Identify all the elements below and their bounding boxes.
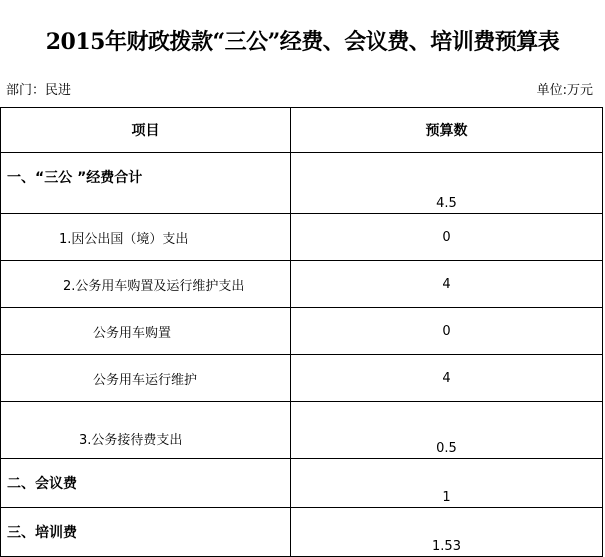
row-amount: 4.5 [291,153,603,214]
header-item: 项目 [1,108,291,153]
unit-label: 单位:万元 [536,83,593,98]
table-row [1,402,603,459]
table-row [1,261,603,308]
row-amount: 0 [291,214,603,261]
row-amount: 0.5 [291,402,603,459]
row-item: 1.因公出国（境）支出 [1,214,291,261]
row-amount: 1 [291,459,603,508]
row-item: 2.公务用车购置及运行维护支出 [1,261,291,308]
header-amount: 预算数 [291,108,603,153]
budget-table [0,107,603,557]
row-amount: 4 [291,261,603,308]
table-row [1,508,603,557]
table-header-row [1,108,603,153]
table-row [1,308,603,355]
row-amount: 4 [291,355,603,402]
row-item: 公务用车运行维护 [1,355,291,402]
row-item: 一、“三公 ”经费合计 [1,153,291,214]
department-label: 部门：民进 [6,83,72,98]
table-row [1,214,603,261]
row-item: 二、会议费 [1,459,291,508]
row-amount: 1.53 [291,508,603,557]
row-amount: 0 [291,308,603,355]
row-item: 3.公务接待费支出 [1,402,291,459]
sheet-title: 2015年财政拨款“三公”经费、会议费、培训费预算表 [45,29,560,55]
table-row [1,153,603,214]
table-row [1,459,603,508]
table-row [1,355,603,402]
row-item: 三、培训费 [1,508,291,557]
row-item: 公务用车购置 [1,308,291,355]
